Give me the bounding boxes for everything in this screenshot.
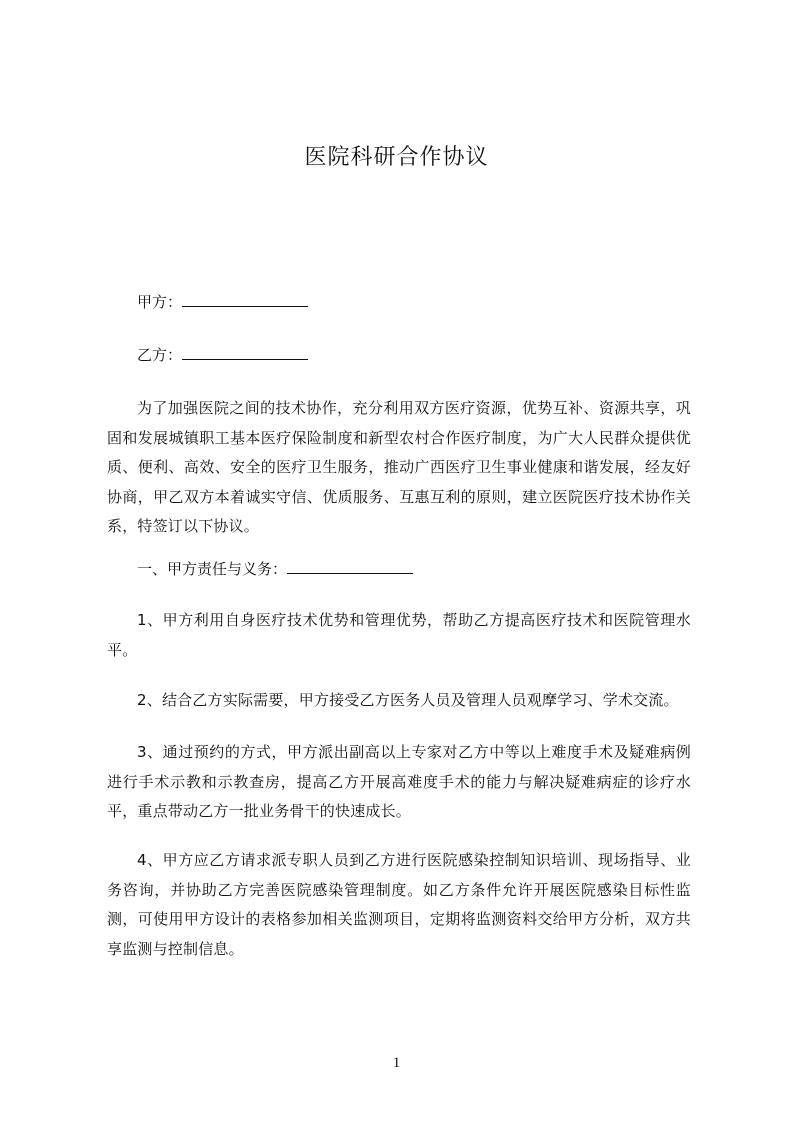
section1-heading-field bbox=[137, 558, 413, 579]
section1-heading: 一、甲方责任与义务： bbox=[137, 560, 288, 578]
page-number: 1 bbox=[392, 1055, 401, 1071]
party-b-blank-line bbox=[182, 344, 308, 360]
party-a-blank-line bbox=[182, 291, 308, 307]
party-a-field bbox=[137, 291, 308, 312]
section1-blank-line bbox=[287, 558, 413, 574]
page-title: 医院科研合作协议 bbox=[304, 145, 489, 170]
party-b-label: 乙方： bbox=[137, 346, 183, 364]
intro-paragraph: 为了加强医院之间的技术协作，充分利用双方医疗资源，优势互补、资源共享，巩固和发展城镇职工基本医疗保险制度和新型农村合作医疗制度，为广大人民群众提供优质、便利、高效、安全的医疗卫生服务，推动广西医疗卫生事业健康和谐发展，经友好协商，甲乙双方本着诚实守信、优质服务、互惠互利的原则，建立医院医疗技术协作关系，特签订以下协议。 bbox=[107, 399, 691, 535]
list-item: 4、甲方应乙方请求派专职人员到乙方进行医院感染控制知识培训、现场指导、业务咨询，并协助乙方完善医院感染管理制度。如乙方条件允许开展医院感染目标性监测，可使用甲方设计的表格参加相关监测项目，定期将监测资料交给甲方分析，双方共享监测与控制信息。 bbox=[107, 851, 691, 958]
party-b-field bbox=[137, 344, 308, 365]
party-a-label: 甲方： bbox=[137, 293, 183, 311]
list-item: 2、结合乙方实际需要，甲方接受乙方医务人员及管理人员观摩学习、学术交流。 bbox=[137, 691, 679, 709]
list-item: 1、甲方利用自身医疗技术优势和管理优势，帮助乙方提高医疗技术和医院管理水平。 bbox=[107, 611, 691, 659]
list-item: 3、通过预约的方式，甲方派出副高以上专家对乙方中等以上难度手术及疑难病例进行手术示教和示教查房，提高乙方开展高难度手术的能力与解决疑难病症的诊疗水平，重点带动乙方一批业务骨干的快速成长。 bbox=[107, 743, 691, 820]
